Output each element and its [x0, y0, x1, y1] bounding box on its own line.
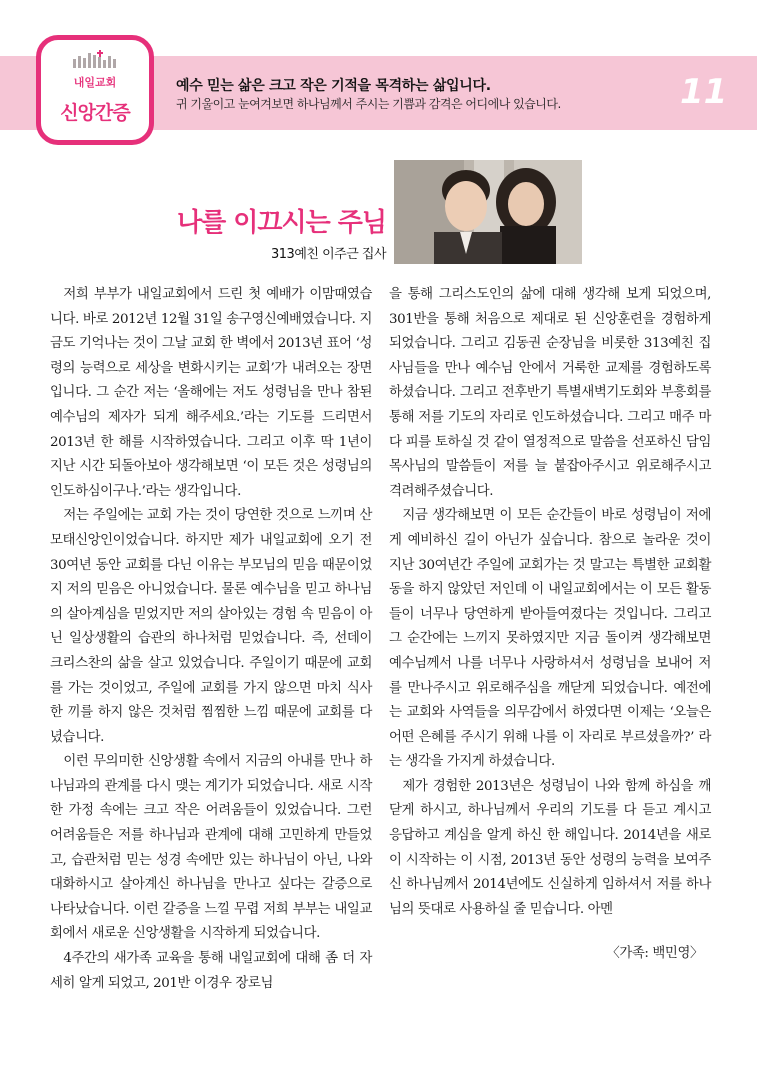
header-title: 예수 믿는 삶은 크고 작은 기적을 목격하는 삶입니다. [176, 78, 491, 94]
section-label: 신앙간증 [60, 102, 130, 124]
article-paragraph: 이런 무의미한 신앙생활 속에서 지금의 아내를 만나 하나님과의 관계를 다시 맺는 계기가 되었습니다. 새로 시작한 가정 속에는 크고 작은 어려움들이 있었습니다. 그런 어려움들은 저를 하나님과 관계에 대해 고민하게 만들었고, 습관처럼 믿는 성경 속에만 있는 하나님이 아닌, 나와 대화하시고 살아계신 하나님을 만나고 싶다는 갈증으로 나타났습니다. 이런 갈증을 느낄 무렵 저희 부부는 내일교회에서 새로운 신앙생활을 시작하게 되었습니다. [50, 754, 372, 942]
article-paragraph: 지금 생각해보면 이 모든 순간들이 바로 성령님이 저에게 예비하신 길이 아닌가 싶습니다. 참으로 놀라운 것이 지난 30여년간 주일에 교회가는 것 말고는 특별한 교회활동을 하지 않았던 저인데 이 내일교회에서는 이 모든 활동들이 너무나 당연하게 받아들여졌다는 것입니다. 그리고 그 순간에는 느끼지 못하였지만 지금 돌이켜 생각해보면 예수님께서 나를 너무나 사랑하셔서 성령님을 보내어 저를 만나주시고 위로해주심을 깨닫게 되었습니다. 예전에는 교회와 사역들을 의무감에서 하였다면 이제는 ‘오늘은 어떤 은혜를 주시기 위해 나를 이 자리로 부르셨을까?’ 라는 생각을 가지게 하셨습니다. [389, 508, 711, 770]
article-headline: 나를 이끄시는 주님 [176, 208, 386, 238]
article-column-left [50, 283, 372, 996]
church-logo-icon [41, 50, 149, 68]
article-paragraph: 4주간의 새가족 교육을 통해 내일교회에 대해 좀 더 자세히 알게 되었고, 201반 이경우 장로님 [50, 951, 372, 991]
article-signature: 〈가족: 백민영〉 [606, 946, 703, 962]
church-logo-text: 내일교회 [73, 76, 117, 89]
article-paragraph: 저희 부부가 내일교회에서 드린 첫 예배가 이맘때였습니다. 바로 2012년 12월 31일 송구영신예배였습니다. 지금도 기억나는 것이 그날 교회 한 벽에서 2013년 표어 ‘성령의 능력으로 세상을 변화시키는 교회’가 내려오는 장면입니다. 그 순간 저는 ‘올해에는 저도 성령님을 만나 참된 예수님의 제자가 되게 해주세요.’라는 기도를 드리면서 2013년 한 해를 시작하였습니다. 그리고 이후 딱 1년이 지난 시간 되돌아보아 생각해보면 ‘이 모든 것은 성령님의 인도하심이구나.’라는 생각입니다. [50, 287, 372, 499]
page-number: 11 [680, 72, 728, 112]
article-byline: 313예친 이주근 집사 [271, 247, 386, 262]
section-badge [36, 35, 154, 145]
article-paragraph: 저는 주일에는 교회 가는 것이 당연한 것으로 느끼며 산 모태신앙인이었습니다. 하지만 제가 내일교회에 오기 전 30여년 동안 교회를 다닌 이유는 부모님의 믿음 때문이었지 저의 믿음은 아니었습니다. 물론 예수님을 믿고 하나님의 살아계심을 믿었지만 저의 살아있는 경험 속 믿음이 아닌 일상생활의 습관의 하나처럼 믿었습니다. 즉, 선데이 크리스찬의 삶을 살고 있었습니다. 주일이기 때문에 교회를 가는 것이었고, 주일에 교회를 가지 않으면 마치 식사 한 끼를 하지 않은 것처럼 찜찜한 느낌 때문에 교회를 다녔습니다. [50, 508, 372, 745]
article-paragraph-continued: 을 통해 그리스도인의 삶에 대해 생각해 보게 되었으며, 301반을 통해 처음으로 제대로 된 신앙훈련을 경험하게 되었습니다. 그리고 김동권 순장님을 비롯한 313예친 집사님들을 만나 예수님 안에서 거룩한 교제를 경험하도록 하셨습니다. 그리고 전후반기 특별새벽기도회와 부흥회를 통해 저를 기도의 자리로 인도하셨습니다. 그리고 매주 마다 피를 토하실 것 같이 열정적으로 말씀을 선포하신 담임목사님의 말씀들이 저를 늘 붙잡아주시고 위로해주시고 격려해주셨습니다. [389, 287, 711, 499]
header-subtitle: 귀 기울이고 눈여겨보면 하나님께서 주시는 기쁨과 감격은 어디에나 있습니다. [176, 97, 561, 111]
couple-photo [394, 160, 582, 264]
article-paragraph: 제가 경험한 2013년은 성령님이 나와 함께 하심을 깨닫게 하시고, 하나님께서 우리의 기도를 다 듣고 계시고 응답하고 계심을 알게 하신 한 해입니다. 2014년을 새로이 시작하는 이 시점, 2013년 동안 성령의 능력을 보여주신 하나님께서 2014년에도 신실하게 임하셔서 저를 하나님의 뜻대로 사용하실 줄 믿습니다. 아멘 [389, 778, 711, 917]
article-column-right [389, 283, 711, 967]
